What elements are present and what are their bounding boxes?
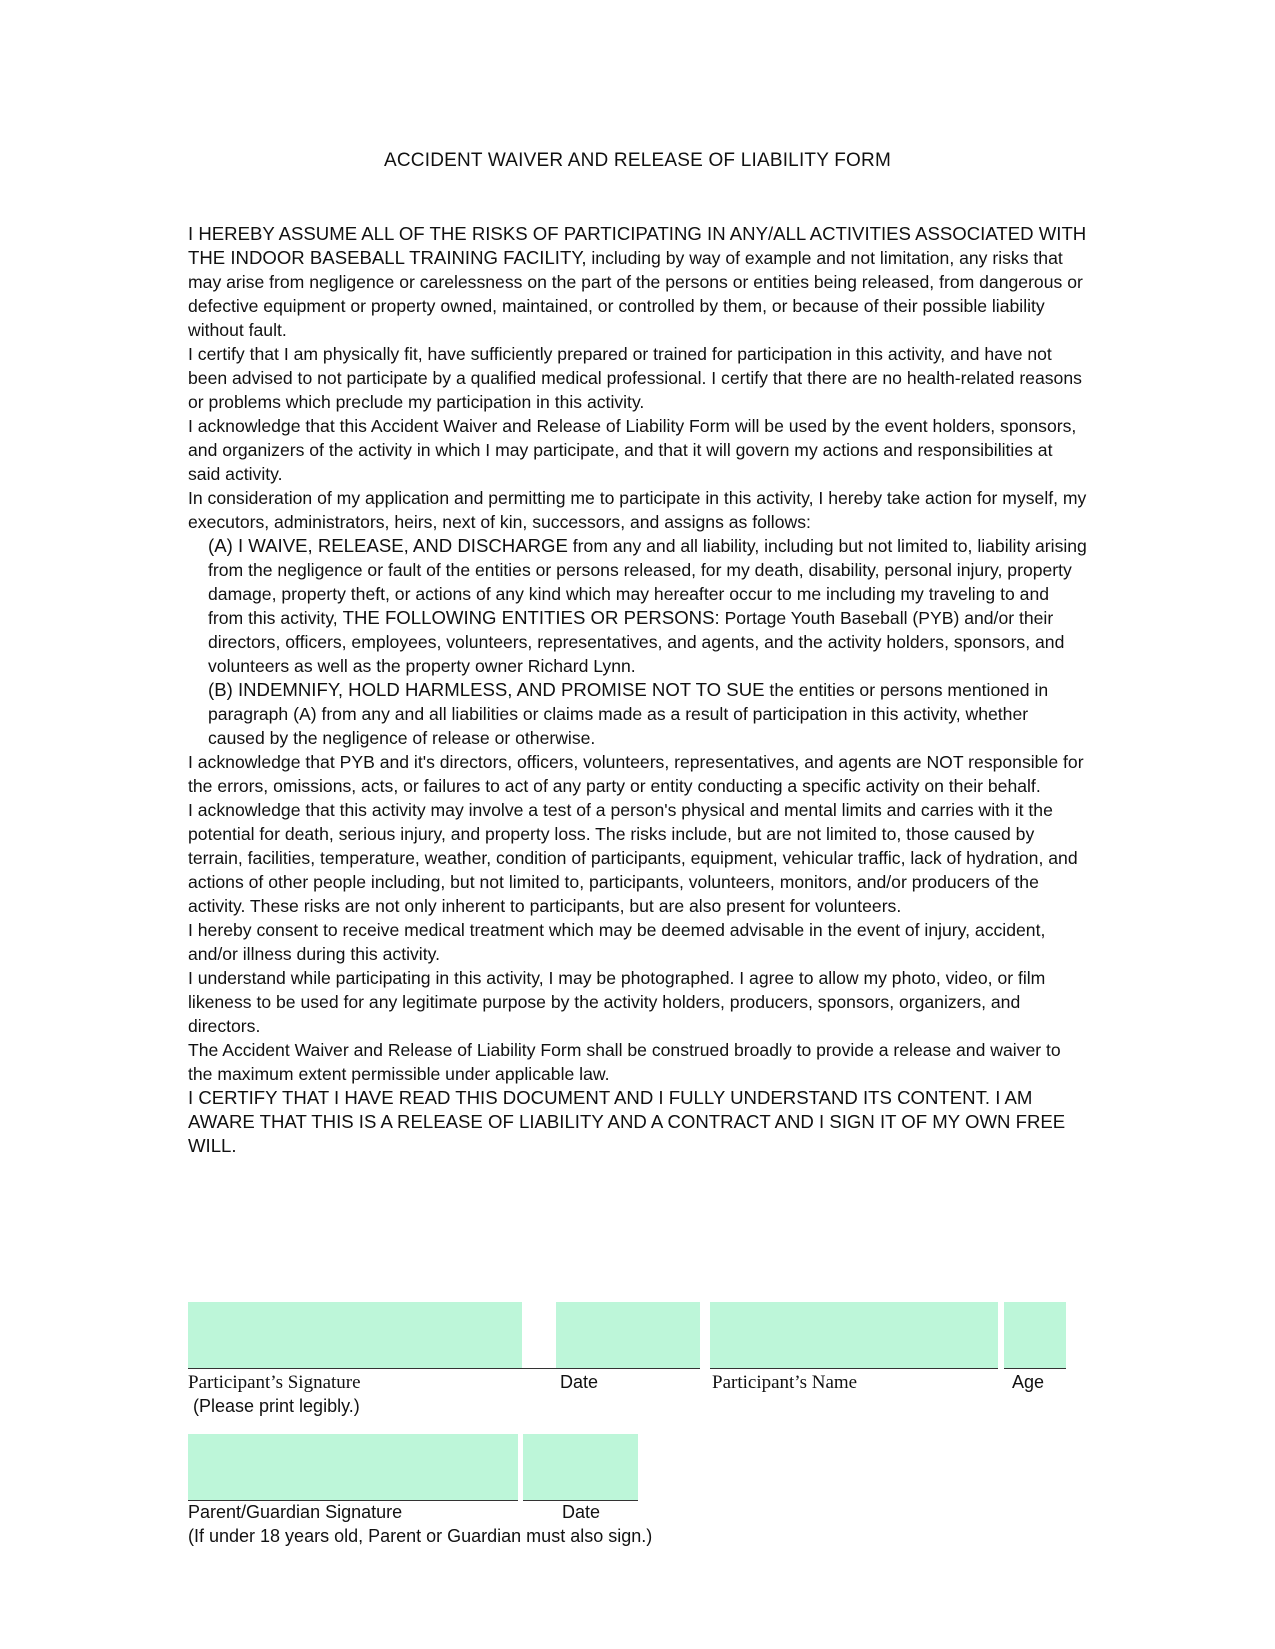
medical-consent-paragraph: I hereby consent to receive medical treatment which may be deemed advisable in the event of injury, accident, and/or illness during this activity.	[188, 920, 1046, 964]
construed-broadly-paragraph: The Accident Waiver and Release of Liability Form shall be construed broadly to provide a release and waiver to the maximum extent permissible under applicable law.	[188, 1040, 1061, 1084]
assume-risks-paragraph	[188, 222, 1088, 342]
fitness-paragraph: I certify that I am physically fit, have sufficiently prepared or trained for participation in this activity, and have not been advised to not participate by a qualified medical professional. I certify that there are no health-related reasons or problems which preclude my participation in this activity.	[188, 344, 1082, 412]
participant-date-field[interactable]	[556, 1302, 700, 1369]
indemnify-paragraph	[188, 678, 1088, 750]
waiver-body	[188, 222, 1088, 1158]
guardian-date-label: Date	[562, 1502, 601, 1522]
form-title: ACCIDENT WAIVER AND RELEASE OF LIABILITY FORM	[384, 150, 891, 171]
guardian-under-18-note: (If under 18 years old, Parent or Guardian must also sign.)	[188, 1526, 653, 1546]
participant-age-label: Age	[1012, 1372, 1045, 1392]
participant-signature-label: Participant’s Signature	[188, 1372, 361, 1393]
acknowledge-form-paragraph: I acknowledge that this Accident Waiver and Release of Liability Form will be used by the event holders, sponsors, and organizers of the activity in which I may participate, and that it will govern my actions and responsibilities at said activity.	[188, 416, 1077, 484]
indemnify-rest: the entities or persons mentioned in paragraph (A) from any and all liabilities or claims made as a result of participation in this activity, whether caused by the negligence of release or otherwise.	[208, 680, 1049, 748]
guardian-date-field[interactable]	[523, 1434, 638, 1501]
guardian-signature-field[interactable]	[188, 1434, 518, 1501]
print-legibly-note: (Please print legibly.)	[193, 1396, 360, 1416]
participant-date-label: Date	[560, 1372, 599, 1392]
photo-consent-paragraph: I understand while participating in this activity, I may be photographed. I agree to allow my photo, video, or film likeness to be used for any legitimate purpose by the activity holders, producers, sponsors, organizers, and directors.	[188, 968, 1046, 1036]
indemnify-lead: (B) INDEMNIFY, HOLD HARMLESS, AND PROMISE NOT TO SUE	[208, 679, 765, 700]
participant-age-field[interactable]	[1004, 1302, 1066, 1369]
waive-release-rest: Portage Youth Baseball (PYB) and/or their directors, officers, employees, volunteers, representatives, and agents, and the activity holders, sponsors, and volunteers as well as the property owner Richard Lynn.	[208, 608, 1065, 676]
pyb-not-responsible-paragraph: I acknowledge that PYB and it's directors, officers, volunteers, representatives, and agents are NOT responsible for the errors, omissions, acts, or failures to act of any party or entity conducting a specific activity on their behalf.	[188, 752, 1084, 796]
certify-paragraph: I CERTIFY THAT I HAVE READ THIS DOCUMENT AND I FULLY UNDERSTAND ITS CONTENT. I AM AWARE THAT THIS IS A RELEASE OF LIABILITY AND A CONTRACT AND I SIGN IT OF MY OWN FREE WILL.	[188, 1087, 1066, 1156]
waive-release-lead: (A) I WAIVE, RELEASE, AND DISCHARGE	[208, 535, 568, 556]
consideration-paragraph: In consideration of my application and permitting me to participate in this activity, I hereby take action for myself, my executors, administrators, heirs, next of kin, successors, and assigns as follows:	[188, 488, 1087, 532]
participant-name-label: Participant’s Name	[712, 1372, 858, 1393]
entities-persons-caps: THE FOLLOWING ENTITIES OR PERSONS:	[342, 607, 720, 628]
assume-risks-lead: I HEREBY ASSUME ALL OF THE RISKS OF PARTICIPATING IN ANY/ALL ACTIVITIES ASSOCIATED WITH THE INDOOR BASEBALL TRAINING FACILITY,	[188, 223, 1087, 268]
risks-paragraph: I acknowledge that this activity may involve a test of a person's physical and mental limits and carries with it the potential for death, serious injury, and property loss. The risks include, but are not limited to, those caused by terrain, facilities, temperature, weather, condition of participants, equipment, vehicular traffic, lack of hydration, and actions of other people including, but not limited to, participants, volunteers, monitors, and/or producers of the activity. These risks are not only inherent to participants, but are also present for volunteers.	[188, 800, 1078, 916]
waive-release-mid: from any and all liability, including but not limited to, liability arising from the negligence or fault of the entities or persons released, for my death, disability, personal injury, property damage, property theft, or actions of any kind which may hereafter occur to me including my traveling to and from this activity,	[208, 536, 1087, 628]
participant-name-field[interactable]	[710, 1302, 998, 1369]
waive-release-paragraph	[188, 534, 1088, 678]
guardian-signature-label: Parent/Guardian Signature	[188, 1502, 403, 1522]
assume-risks-rest: including by way of example and not limitation, any risks that may arise from negligence or carelessness on the part of the persons or entities being released, from dangerous or defective equipment or property owned, maintained, or controlled by them, or because of their possible liability without fault.	[188, 248, 1083, 340]
participant-signature-field[interactable]	[188, 1302, 522, 1369]
signature-line-extension	[522, 1368, 556, 1369]
